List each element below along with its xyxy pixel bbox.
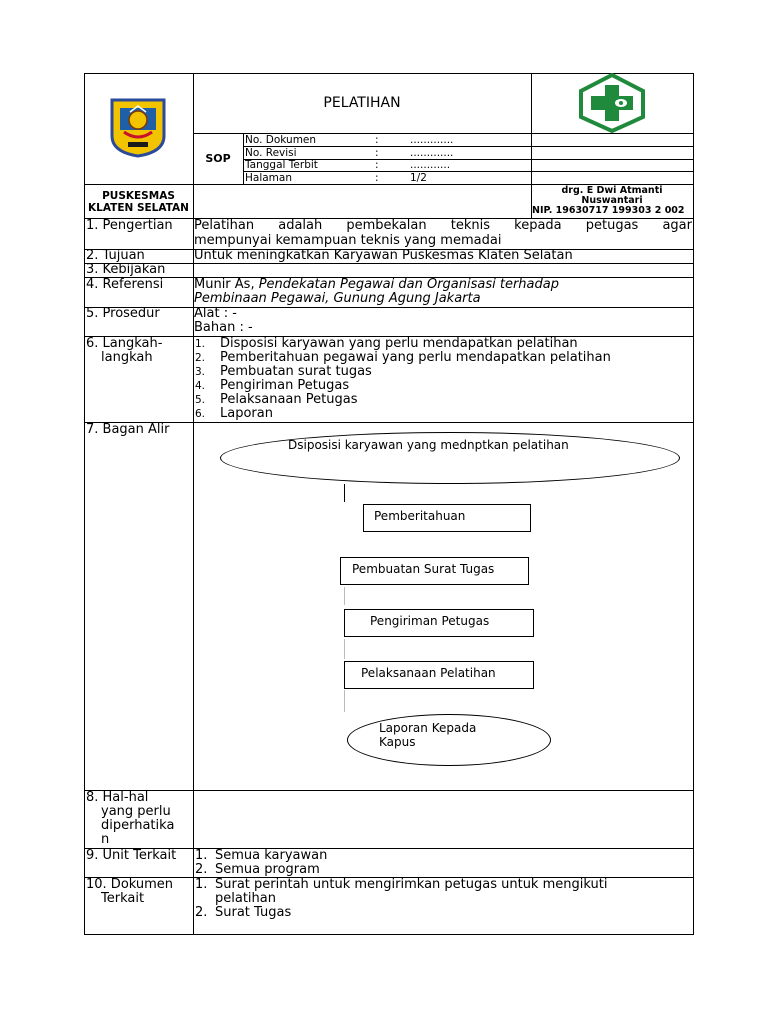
section-label-pengertian: 1. Pengertian <box>86 218 173 233</box>
word: petugas <box>585 218 639 233</box>
section-label-dokumen-terkait-line2: Terkait <box>101 891 145 906</box>
flow-connector <box>344 639 345 659</box>
doc-info-sep-2: : <box>375 159 379 171</box>
referensi-title-part1: Pendekatan Pegawai dan Organisasi terhadap <box>258 277 559 292</box>
dokumen-item: pelatihan <box>215 891 276 906</box>
referensi-title-part2: Pembinaan Pegawai, Gunung Agung Jakarta <box>194 291 481 306</box>
section-label-referensi: 4. Referensi <box>86 277 164 292</box>
prosedur-alat: Alat : - <box>194 306 237 321</box>
flow-node-label: Pengiriman Petugas <box>370 614 490 628</box>
unit-num: 2. <box>195 862 208 877</box>
word: kepada <box>514 218 562 233</box>
doc-info-value-1: ............. <box>410 147 454 159</box>
langkah-num: 2. <box>195 352 206 364</box>
flow-node-label: Pembuatan Surat Tugas <box>352 562 495 576</box>
sop-label: SOP <box>205 152 231 165</box>
section-label-bagan-alir: 7. Bagan Alir <box>86 422 170 437</box>
doc-info-value-3: 1/2 <box>410 172 427 184</box>
pengertian-line2: mempunyai kemampuan teknis yang memadai <box>194 233 502 248</box>
flow-node-start-label: Dsiposisi karyawan yang mednptkan pelatihan <box>288 438 569 452</box>
langkah-item: Pelaksanaan Petugas <box>220 392 358 407</box>
doc-info-label-0: No. Dokumen <box>245 134 317 146</box>
regency-crest-logo <box>110 98 166 158</box>
flow-node-end-label-line2: Kapus <box>379 735 416 749</box>
word: teknis <box>450 218 490 233</box>
doc-info-sep-1: : <box>375 147 379 159</box>
flow-node-pelaksanaan <box>344 661 534 689</box>
signatory-name-line2: Nuswantari <box>581 195 643 206</box>
flow-node-start <box>220 432 680 484</box>
flow-connector <box>344 587 345 605</box>
puskesmas-logo <box>577 73 647 133</box>
langkah-num: 3. <box>195 366 206 378</box>
flow-node-pemberitahuan <box>363 504 531 532</box>
langkah-num: 4. <box>195 380 206 392</box>
doc-info-value-0: ............. <box>410 134 454 146</box>
langkah-num: 1. <box>195 338 206 350</box>
section-label-langkah-line1: 6. Langkah- <box>86 336 163 351</box>
flow-connector <box>344 484 345 502</box>
section-label-langkah-line2: langkah <box>101 350 153 365</box>
referensi-line2 <box>194 292 481 307</box>
section-label-hal-hal-line3: diperhatika <box>101 818 175 833</box>
doc-info-label-3: Halaman <box>245 172 292 184</box>
word: Pelatihan <box>194 218 255 233</box>
section-label-prosedur: 5. Prosedur <box>86 306 160 321</box>
section-label-unit-terkait: 9. Unit Terkait <box>86 848 177 863</box>
word: agar <box>662 218 692 233</box>
langkah-item: Disposisi karyawan yang perlu mendapatkan pelatihan <box>220 336 578 351</box>
pengertian-line1 <box>194 219 692 234</box>
dokumen-num: 2. <box>195 905 208 920</box>
dokumen-item: Surat perintah untuk mengirimkan petugas untuk mengikuti <box>215 877 608 892</box>
langkah-item: Pengiriman Petugas <box>220 378 350 393</box>
doc-info-sep-3: : <box>375 172 379 184</box>
section-label-kebijakan: 3. Kebijakan <box>86 262 166 277</box>
dokumen-item: Surat Tugas <box>215 905 292 920</box>
institution-name-line1: PUSKESMAS <box>102 190 175 202</box>
page-title: PELATIHAN <box>323 95 401 111</box>
unit-item: Semua karyawan <box>215 848 328 863</box>
langkah-num: 5. <box>195 394 206 406</box>
doc-info-value-2: ............ <box>410 159 451 171</box>
flow-node-pengiriman <box>344 609 534 637</box>
section-label-hal-hal-line4: n <box>101 832 110 847</box>
section-label-tujuan: 2. Tujuan <box>86 248 145 263</box>
langkah-item: Pembuatan surat tugas <box>220 364 372 379</box>
dokumen-num: 1. <box>195 877 208 892</box>
langkah-num: 6. <box>195 408 206 420</box>
word: pembekalan <box>346 218 427 233</box>
section-label-hal-hal-line1: 8. Hal-hal <box>86 790 149 805</box>
flow-connector <box>344 690 345 712</box>
flow-node-end <box>347 714 551 766</box>
section-label-hal-hal-line2: yang perlu <box>101 804 171 819</box>
flow-node-end-label-line1: Laporan Kepada <box>379 721 477 735</box>
section-label-dokumen-terkait-line1: 10. Dokumen <box>86 877 174 892</box>
tujuan-text: Untuk meningkatkan Karyawan Puskesmas Klaten Selatan <box>194 248 573 263</box>
langkah-item: Pemberitahuan pegawai yang perlu mendapatkan pelatihan <box>220 350 611 365</box>
institution-name-line2: KLATEN SELATAN <box>88 202 189 214</box>
flow-node-label: Pemberitahuan <box>374 509 466 523</box>
doc-info-label-2: Tanggal Terbit <box>245 159 318 171</box>
unit-num: 1. <box>195 848 208 863</box>
unit-item: Semua program <box>215 862 320 877</box>
flow-node-surat-tugas <box>340 557 529 585</box>
prosedur-bahan: Bahan : - <box>194 320 253 335</box>
doc-info-sep-0: : <box>375 134 379 146</box>
langkah-item: Laporan <box>220 406 273 421</box>
flow-node-label: Pelaksanaan Pelatihan <box>361 666 496 680</box>
word: adalah <box>278 218 323 233</box>
signatory-nip: NIP. 19630717 199303 2 002 <box>532 205 685 216</box>
doc-info-label-1: No. Revisi <box>245 147 297 159</box>
referensi-prefix: Munir As, <box>194 277 259 292</box>
signatory-name-line1: drg. E Dwi Atmanti <box>561 185 663 196</box>
